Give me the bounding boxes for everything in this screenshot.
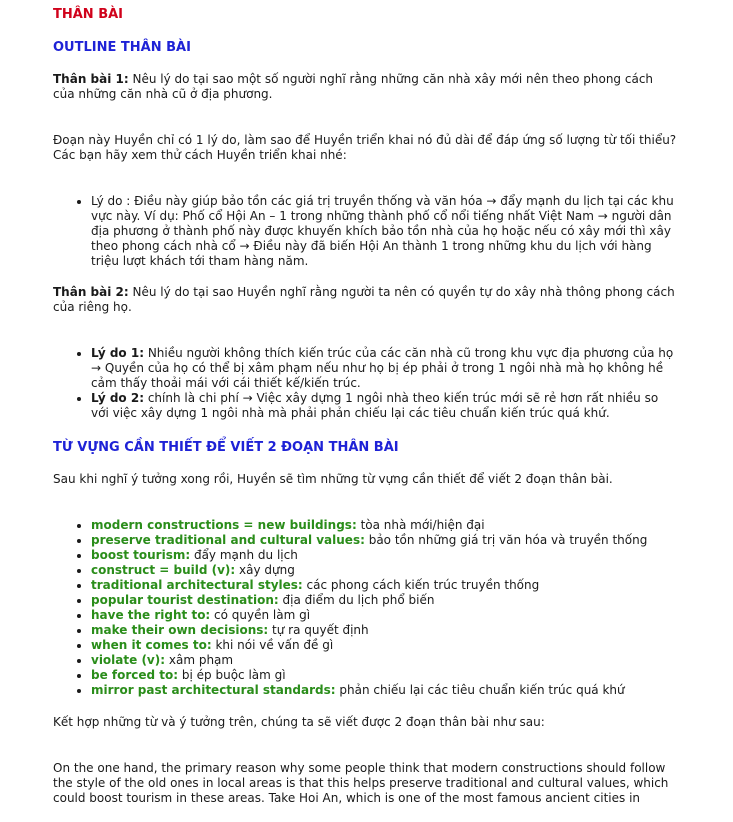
vocab-term: when it comes to:	[91, 638, 212, 652]
vocab-meaning: tòa nhà mới/hiện đại	[356, 518, 485, 532]
body2-paragraph	[53, 285, 678, 315]
vocab-term: traditional architectural styles:	[91, 578, 303, 592]
vocab-term: construct = build (v):	[91, 563, 236, 577]
section-heading-vocab: TỪ VỰNG CẦN THIẾT ĐỂ VIẾT 2 ĐOẠN THÂN BÀI	[53, 440, 399, 455]
vocab-term: be forced to:	[91, 668, 179, 682]
intro-paragraph: Đoạn này Huyền chỉ có 1 lý do, làm sao để Huyền triển khai nó đủ dài để đáp ứng số lượng từ tối thiểu? Các bạn hãy xem thử cách Huyền triển khai nhé:	[53, 133, 677, 162]
vocab-item	[91, 533, 678, 548]
vocab-term: boost tourism:	[91, 548, 191, 562]
vocab-item	[91, 623, 678, 638]
body1-text: Nêu lý do tại sao một số người nghĩ rằng những căn nhà xây mới nên theo phong cách của những căn nhà cũ ở địa phương.	[53, 72, 654, 101]
reason-label: Lý do 1:	[91, 346, 144, 360]
reason-label: Lý do 2:	[91, 391, 144, 405]
vocab-item	[91, 638, 678, 653]
body2-text: Nêu lý do tại sao Huyền nghĩ rằng người ta nên có quyền tự do xây nhà thông phong cách của riêng họ.	[53, 285, 675, 314]
vocab-meaning: bảo tồn những giá trị văn hóa và truyền thống	[364, 533, 648, 547]
vocab-meaning: khi nói về vấn đề gì	[211, 638, 334, 652]
vocab-meaning: có quyền làm gì	[210, 608, 311, 622]
combine-paragraph: Kết hợp những từ và ý tưởng trên, chúng ta sẽ viết được 2 đoạn thân bài như sau:	[53, 715, 545, 729]
vocab-meaning: bị ép buộc làm gì	[178, 668, 286, 682]
list-item: • Lý do : Điều này giúp bảo tồn các giá trị truyền thống và văn hóa → đẩy mạnh du lịch tại các khu vực này. Ví dụ: Phố cổ Hội An – 1 trong những thành phố cổ nổi tiếng nhất Việt Nam → người dân địa phương ở thành phố này được khuyến khích bảo tồn nhà của họ hoặc nếu có xây mới thì xây theo phong cách nhà cổ → Điều này đã biến Hội An thành 1 trong những khu du lịch với hàng triệu lượt khách tới tham hàng năm.	[91, 194, 678, 269]
body1-label: Thân bài 1:	[53, 72, 129, 86]
vocab-item	[91, 653, 678, 668]
vocab-term: have the right to:	[91, 608, 211, 622]
vocab-meaning: địa điểm du lịch phổ biến	[278, 593, 435, 607]
vocab-meaning: đẩy mạnh du lịch	[190, 548, 298, 562]
vocab-term: make their own decisions:	[91, 623, 269, 637]
essay-paragraph: On the one hand, the primary reason why some people think that modern constructions should follow the style of the old ones in local areas is that this helps preserve traditional and cultural values, which could boost tourism in these areas. Take Hoi An, which is one of the most famous ancient cities in	[53, 761, 669, 805]
vocab-item	[91, 518, 678, 533]
vocab-item	[91, 683, 678, 698]
section-heading-outline: OUTLINE THÂN BÀI	[53, 40, 191, 55]
vocab-item	[91, 608, 678, 623]
vocab-item	[91, 563, 678, 578]
reason-text: chính là chi phí → Việc xây dựng 1 ngôi nhà theo kiến trúc mới sẽ rẻ hơn rất nhiều so với việc xây dựng 1 ngôi nhà mà phải phản chiếu lại các tiêu chuẩn kiến trúc quá khứ.	[91, 391, 659, 420]
vocab-meaning: phản chiếu lại các tiêu chuẩn kiến trúc quá khứ	[335, 683, 625, 697]
vocab-meaning: tự ra quyết định	[268, 623, 369, 637]
vocab-term: mirror past architectural standards:	[91, 683, 336, 697]
vocab-term: preserve traditional and cultural values:	[91, 533, 365, 547]
reason-text: Nhiều người không thích kiến trúc của các căn nhà cũ trong khu vực địa phương của họ → Quyền của họ có thể bị xâm phạm nếu như họ bị ép phải ở trong 1 ngôi nhà mà họ không hề cảm thấy thoải mái với cái thiết kế/kiến trúc.	[91, 346, 674, 390]
vocab-item	[91, 578, 678, 593]
body2-label: Thân bài 2:	[53, 285, 129, 299]
body2-points-list	[53, 346, 678, 421]
vocab-item	[91, 668, 678, 683]
vocab-list	[53, 518, 678, 698]
vocab-term: violate (v):	[91, 653, 166, 667]
vocab-item	[91, 548, 678, 563]
vocab-meaning: xây dựng	[235, 563, 295, 577]
section-heading-than-bai: THÂN BÀI	[53, 7, 124, 22]
list-item	[91, 346, 678, 391]
body1-paragraph	[53, 72, 678, 102]
vocab-term: modern constructions = new buildings:	[91, 518, 357, 532]
vocab-item	[91, 593, 678, 608]
body1-points-list	[53, 194, 678, 269]
vocab-term: popular tourist destination:	[91, 593, 279, 607]
list-item	[91, 391, 678, 421]
article-body	[53, 6, 678, 822]
vocab-meaning: xâm phạm	[165, 653, 234, 667]
vocab-intro-paragraph: Sau khi nghĩ ý tưởng xong rồi, Huyền sẽ tìm những từ vựng cần thiết để viết 2 đoạn thân bài.	[53, 472, 613, 486]
vocab-meaning: các phong cách kiến trúc truyền thống	[302, 578, 540, 592]
